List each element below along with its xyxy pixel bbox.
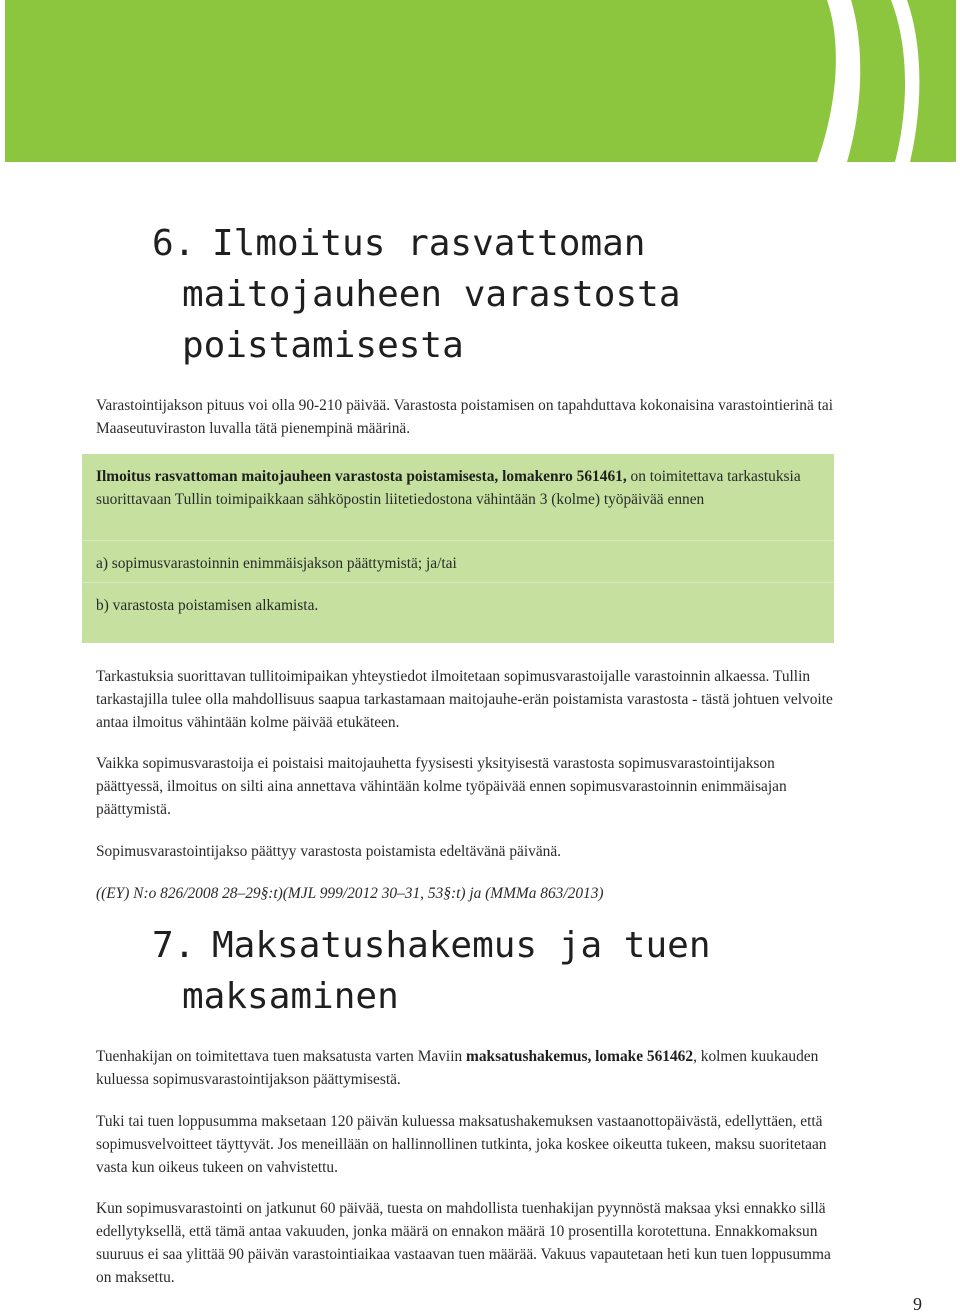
section-7-number: 7.: [152, 925, 196, 966]
callout-divider: [82, 582, 834, 583]
legal-reference: ((EY) N:o 826/2008 28–29§:t)(MJL 999/2012 30–31, 53§:t) ja (MMMa 863/2013): [96, 885, 604, 902]
section-6-paragraph-1: Tarkastuksia suorittavan tullitoimipaikan yhteystiedot ilmoitetaan sopimusvarastoijalle varastoinnin alkaessa. Tullin tarkastajilla tulee olla mahdollisuus saapua tarkastamaan maitojauhe-erän poistamista varastosta - tästä johtuen velvoite antaa ilmoitus vähintään kolme päivää etukäteen.: [96, 668, 833, 731]
section-6-number: 6.: [152, 223, 196, 264]
callout-notice-text: [96, 465, 836, 511]
notice-callout-box: [82, 454, 834, 643]
section-6-paragraph-2: Vaikka sopimusvarastoija ei poistaisi maitojauhetta fyysisesti yksityisestä varastosta sopimusvarastointijakson päättyessä, ilmoitus on silti aina annettava vähintään kolme työpäivää ennen sopimusvarastoinnin enimmäisajan päättymistä.: [96, 755, 787, 818]
section-7-heading: [152, 920, 711, 1022]
section-7-paragraph-3: Kun sopimusvarastointi on jatkunut 60 päivää, tuesta on mahdollista tuenhakijan pyynnöstä maksaa yksi ennakko sillä edellytyksellä, että tämä antaa vakuuden, jonka määrä on ennakon määrä 10 prosentilla korotettuna. Ennakkomaksun suuruus ei saa ylittää 90 päivän varastointiaikaa vastaavan tuen määrää. Vakuus vapautetaan heti kun tuen loppusumma on maksettu.: [96, 1200, 831, 1286]
section-7-title-line-2: maksaminen: [182, 976, 399, 1017]
callout-item-b: b) varastosta poistamisen alkamista.: [96, 597, 319, 614]
callout-notice-rest: on toimitettava tarkastuksia suorittavaan Tullin toimipaikkaan sähköpostin liitetiedostona vähintään 3 (kolme) työpäivää ennen: [96, 468, 801, 508]
section-6-paragraph-3: Sopimusvarastointijakso päättyy varastosta poistamista edeltävänä päivänä.: [96, 843, 562, 860]
section-7-paragraph-1: [96, 1045, 836, 1091]
callout-bold-lead: Ilmoitus rasvattoman maitojauheen varastosta poistamisesta, lomakenro 561461,: [96, 468, 627, 485]
section-6-heading: [152, 218, 681, 371]
form-reference-bold: maksatushakemus, lomake 561462: [466, 1048, 694, 1065]
section-6-intro: Varastointijakson pituus voi olla 90-210 päivää. Varastosta poistamisen on tapahduttava kokonaisina varastointierinä tai Maaseutuviraston luvalla tätä pienempinä määrinä.: [96, 397, 834, 437]
section-7-p1-end: , kolmen kuukauden kuluessa sopimusvarastointijakson päättymisestä.: [96, 1048, 819, 1088]
section-7-p1-start: Tuenhakijan on toimitettava tuen maksatusta varten Maviin: [96, 1048, 467, 1065]
section-7-title-line-1: Maksatushakemus ja tuen: [212, 925, 711, 966]
header-banner: [5, 0, 956, 162]
section-6-title-line-2: maitojauheen varastosta: [182, 274, 681, 315]
callout-divider: [82, 540, 834, 541]
section-6-title-line-1: Ilmoitus rasvattoman: [212, 223, 646, 264]
section-7-paragraph-2: Tuki tai tuen loppusumma maksetaan 120 päivän kuluessa maksatushakemuksen vastaanottopäivästä, edellyttäen, että sopimusvelvoitteet täyttyvät. Jos meneillään on hallinnollinen tutkinta, joka koskee oikeutta tukeen, maksu suoritetaan vasta kun oikeus tukeen on vahvistettu.: [96, 1113, 827, 1176]
callout-item-a: a) sopimusvarastoinnin enimmäisjakson päättymistä; ja/tai: [96, 555, 457, 572]
section-6-title-line-3: poistamisesta: [182, 325, 464, 366]
leaf-decoration-icon: [5, 0, 956, 162]
page-number: 9: [913, 1294, 922, 1314]
